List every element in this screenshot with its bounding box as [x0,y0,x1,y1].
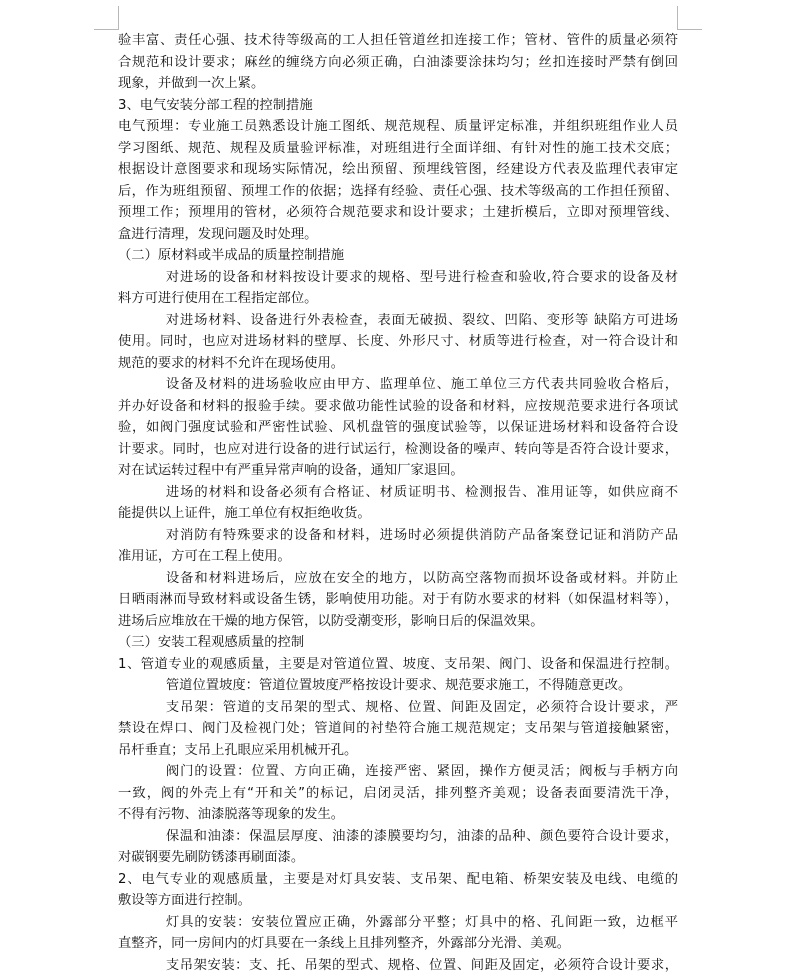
text-line: 灯具的安装：安装位置应正确，外露部分平整；灯具中的格、孔间距一致，边框平 [118,912,678,934]
text-line: 不得有污物、油漆脱落等现象的发生。 [118,804,678,826]
text-line: 料方可进行使用在工程指定部位。 [118,288,678,310]
text-line: 管道位置坡度：管道位置坡度严格按设计要求、规范要求施工，不得随意更改。 [118,675,678,697]
crop-mark-right-vertical [677,6,678,30]
text-line: 准用证，方可在工程上使用。 [118,546,678,568]
text-line: 支吊架安装：支、托、吊架的型式、规格、位置、间距及固定，必须符合设计要求， [118,955,678,976]
text-line: 3、电气安装分部工程的控制措施 [118,95,678,117]
crop-mark-right-horizontal [678,29,702,30]
crop-mark-left-vertical [118,6,119,30]
text-line: 直整齐，同一房间内的灯具要在一条线上且排列整齐，外露部分光滑、美观。 [118,933,678,955]
text-line: 验丰富、责任心强、技术待等级高的工人担任管道丝扣连接工作；管材、管件的质量必须符 [118,30,678,52]
text-line: （二）原材料或半成品的质量控制措施 [118,245,678,267]
text-line: 对进场材料、设备进行外表检查，表面无破损、裂纹、凹陷、变形等 缺陷方可进场 [118,310,678,332]
text-line: 现象，并做到一次上紧。 [118,73,678,95]
text-line: 2、电气专业的观感质量，主要是对灯具安装、支吊架、配电箱、桥架安装及电线、电缆的 [118,869,678,891]
text-line: 保温和油漆：保温层厚度、油漆的漆膜要均匀，油漆的品种、颜色要符合设计要求， [118,826,678,848]
text-line: 验，如阀门强度试验和严密性试验、风机盘管的强度试验等，以保证进场材料和设备符合设 [118,417,678,439]
text-line: 阀门的设置：位置、方向正确，连接严密、紧固，操作方便灵活；阀板与手柄方向 [118,761,678,783]
text-line: 一致，阀的外壳上有“开和关”的标记，启闭灵活，排列整齐美观；设备表面要清洗干净， [118,783,678,805]
text-line: 1、管道专业的观感质量，主要是对管道位置、坡度、支吊架、阀门、设备和保温进行控制。 [118,654,678,676]
text-line: 设备和材料进场后，应放在安全的地方，以防高空落物而损坏设备或材料。并防止 [118,568,678,590]
document-page [118,30,678,976]
text-line: 电气预埋：专业施工员熟悉设计施工图纸、规范规程、质量评定标准，并组织班组作业人员 [118,116,678,138]
text-line: 设备及材料的进场验收应由甲方、监理单位、施工单位三方代表共同验收合格后， [118,374,678,396]
text-line: 对消防有特殊要求的设备和材料，进场时必须提供消防产品备案登记证和消防产品 [118,525,678,547]
text-line: 根据设计意图要求和现场实际情况，绘出预留、预埋线管图，经建设方代表及监理代表审定 [118,159,678,181]
text-line: 日晒雨淋而导致材料或设备生锈，影响使用功能。对于有防水要求的材料（如保温材料等）， [118,589,678,611]
text-line: 盒进行清理，发现问题及时处理。 [118,224,678,246]
text-line: 进场的材料和设备必须有合格证、材质证明书、检测报告、准用证等，如供应商不 [118,482,678,504]
text-line: 规范的要求的材料不允许在现场使用。 [118,353,678,375]
text-line: 对碳钢要先刷防锈漆再刷面漆。 [118,847,678,869]
text-line: （三）安装工程观感质量的控制 [118,632,678,654]
text-line: 学习图纸、规范、规程及质量验评标准，对班组进行全面详细、有针对性的施工技术交底； [118,138,678,160]
text-line: 支吊架：管道的支吊架的型式、规格、位置、间距及固定，必须符合设计要求，严 [118,697,678,719]
text-line: 对进场的设备和材料按设计要求的规格、型号进行检查和验收,符合要求的设备及材 [118,267,678,289]
crop-mark-left-horizontal [94,29,118,30]
text-line: 对在试运转过程中有严重异常声响的设备，通知厂家退回。 [118,460,678,482]
text-line: 进场后应堆放在干燥的地方保管，以防受潮变形，影响日后的保温效果。 [118,611,678,633]
text-line: 后，作为班组预留、预埋工作的依据；选择有经验、责任心强、技术等级高的工作担任预留、 [118,181,678,203]
text-line: 使用。同时，也应对进场材料的壁厚、长度、外形尺寸、材质等进行检查，对一符合设计和 [118,331,678,353]
page-crop-marks [0,0,793,30]
text-line: 并办好设备和材料的报验手续。要求做功能性试验的设备和材料，应按规范要求进行各项试 [118,396,678,418]
text-line: 能提供以上证件，施工单位有权拒绝收货。 [118,503,678,525]
text-line: 吊杆垂直；支吊上孔眼应采用机械开孔。 [118,740,678,762]
text-line: 禁设在焊口、阀门及检视门处；管道间的衬垫符合施工规范规定；支吊架与管道接触紧密， [118,718,678,740]
text-line: 敷设等方面进行控制。 [118,890,678,912]
text-line: 预埋工作；预埋用的管材，必须符合规范要求和设计要求；土建折模后，立即对预埋管线、 [118,202,678,224]
text-line: 计要求。同时，也应对进行设备的进行试运行，检测设备的噪声、转向等是否符合设计要求， [118,439,678,461]
text-line: 合规范和设计要求；麻丝的缠绕方向必须正确，白油漆要涂抹均匀；丝扣连接时严禁有倒回 [118,52,678,74]
